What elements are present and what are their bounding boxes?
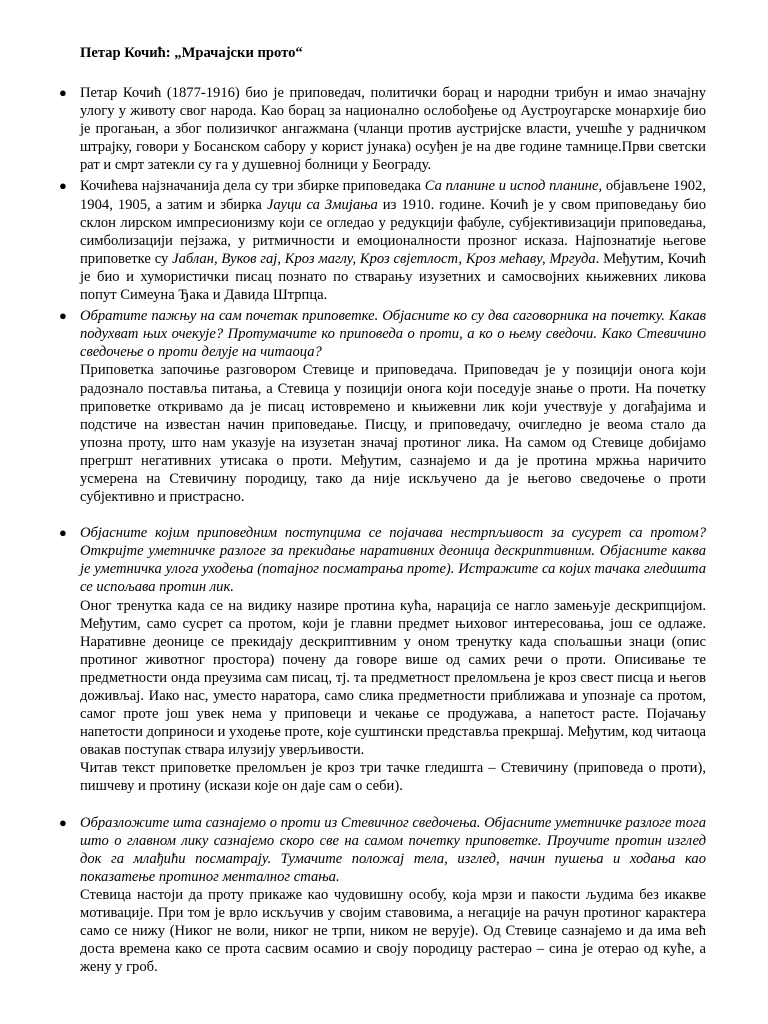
bullet-icon: ●: [59, 525, 67, 541]
text-run: . Међутим, Кочић је био и хумористички писац познато по стварању изузетних и самосвојних књижевних ликова попут Симеуна Ђака и Давида Штрпца.: [80, 250, 706, 304]
text-run: Приповетка започиње разговором Стевице и приповедача. Приповедач је у позицији онога који радознало поставља питања, а Стевица у позицији онога који поседује знање о проти. На почетку приповетке откривамо да је писац истовремено и књижевни лик који учествује у догађајима и подстиче на известан начин приповедање. Писцу, и приповедачу, очигледно је веома стало да упозна проту, што нам указује на изузетан значај протиног лика. На самом од Стевице добијамо прегршт негативних утисака о проти. Међутим, сазнајемо и да је протина мржња наричито усмерена на Стевичину породицу, тако да није искључено да је његово сведочење о проти субјективно и пристрасно.: [80, 362, 706, 506]
text-run: , објављене 1902, 1904, 1905, а затим и збирка: [80, 178, 706, 213]
italic-text: Јауци са Змијања: [266, 196, 378, 213]
italic-text: Јаблан, Вуков гај, Кроз маглу, Кроз свјетлост, Кроз мећаву, Мргуда: [172, 250, 596, 267]
text-run: Кочићева најзначанија дела су три збирке приповедака: [80, 178, 425, 195]
bullet-icon: ●: [59, 814, 67, 830]
italic-text: Објасните којим приповедним поступцима се појачава нестрпљивост за сусурет са протом? Откријте уметничке разлоге за прекидање наративних деоница дескриптивним. Објасните каква је уметничка улога уходења (потајног посматрања проте). Истражите са којих тачака гледишта се испољава протин лик.: [80, 525, 706, 596]
text-run: Читав текст приповетке преломљен је кроз три тачке гледишта – Стевичину (приповеда о проти), пишчеву и протину (искази које он даје сам о себи).: [80, 760, 706, 795]
document-title: Петар Кочић: „Мрачајски прото“: [80, 45, 303, 61]
paragraph: [80, 814, 706, 886]
item-content: [80, 177, 706, 304]
item-content: [80, 307, 706, 506]
paragraph: [80, 307, 706, 361]
text-run: Петар Кочић (1877-1916) био је приповедач, политички борац и народни трибун и имао значајну улогу у животу свог народа. Као борац за национално ослобођење од Аустроугарске монархије био је прогањан, а због полизичког ангажмана (чланци против аустријске власти, учешће у радничком штрајку, говори у Босанском сабору у корист јунака) осуђен је на две године тамнице.Први светски рат и смрт затекли су га у душевној болници у Београду.: [80, 85, 706, 174]
paragraph: [80, 759, 706, 795]
paragraph: [80, 84, 706, 174]
bullet-item-question-testimony: [59, 814, 706, 977]
bullet-item-biography: [59, 84, 706, 174]
bullet-item-works: [59, 177, 706, 304]
italic-text: Обратите пажњу на сам почетак приповетке. Објасните ко су два саговорника на почетку. Какав подухват њих очекује? Протумачите ко приповеда о проти, а ко о њему сведочи. Како Стевичино сведочење о проти делује на читаоца?: [80, 308, 706, 361]
item-content: [80, 524, 706, 795]
text-run: из 1910. године. Кочић је у свом приповедању био склон лирском импресионизму који се огледао у редукцији фабуле, субјективизацији приповедања, симболизацији пејзажа, у ритмичности и емоционалности прозног исказа. Најпознатије његове приповетке су: [80, 196, 706, 267]
text-run: Стевица настоји да проту прикаже као чудовишну особу, која мрзи и пакости људима без икакве мотивације. При том је врло искључив у својим ставовима, а негације на рачун протиног карактера само се нижу (Никог не воли, никог не трпи, ником не верује). Од Стевице сазнајемо и да има већ доста времена како се прота сасвим осамио и своју породицу растерао – сина је отерао од куће, а жену у гроб.: [80, 886, 706, 976]
paragraph: [80, 886, 706, 976]
paragraph: [80, 177, 706, 304]
item-content: [80, 84, 706, 174]
paragraph: [80, 524, 706, 596]
bullet-item-question-beginning: [59, 307, 706, 506]
italic-text: Образложите шта сазнајемо о проти из Стевичног сведочења. Објасните уметничке разлоге тога што о главном лику сазнајемо скоро све на самом почетку приповетке. Проучите протин изглед док га млађићи посматрају. Тумачите положај тела, изглед, начин пушења и ходања као показатење протиног менталног стања.: [80, 814, 706, 885]
text-run: Оног тренутка када се на видику назире протина кућа, нарација се нагло замењује дескрипцијом. Међутим, само сусрет са протом, који је главни предмет њиховог интересовања, још се одлаже. Наративне деонице се прекидају дескриптивним у оном тренутку када спољашњи знаци (опис протиног животног простора) почену да говоре више од самих речи о проти. Описивање те предметности онда преузима сам писац, тј. та предметност преломљена је кроз свест писца и његов доживљај. Иако нас, уместо наратора, само слика предметности приближава и упознаје са протом, самог проте још увек нема у приповеци и чекање се продужава, а напетост расте. Појачању напетости доприноси и уходење проте, које суштински представља прекршај. Међутим, код читаоца овакав поступак ствара илузију уверљивости.: [80, 597, 706, 759]
paragraph: [80, 361, 706, 506]
item-content: [80, 814, 706, 977]
bullet-icon: ●: [59, 178, 67, 194]
italic-text: Са планине и испод планине: [424, 178, 599, 195]
bullet-icon: ●: [59, 308, 67, 324]
bullet-icon: ●: [59, 85, 67, 100]
bullet-item-question-narrative: [59, 524, 706, 795]
paragraph: [80, 597, 706, 760]
